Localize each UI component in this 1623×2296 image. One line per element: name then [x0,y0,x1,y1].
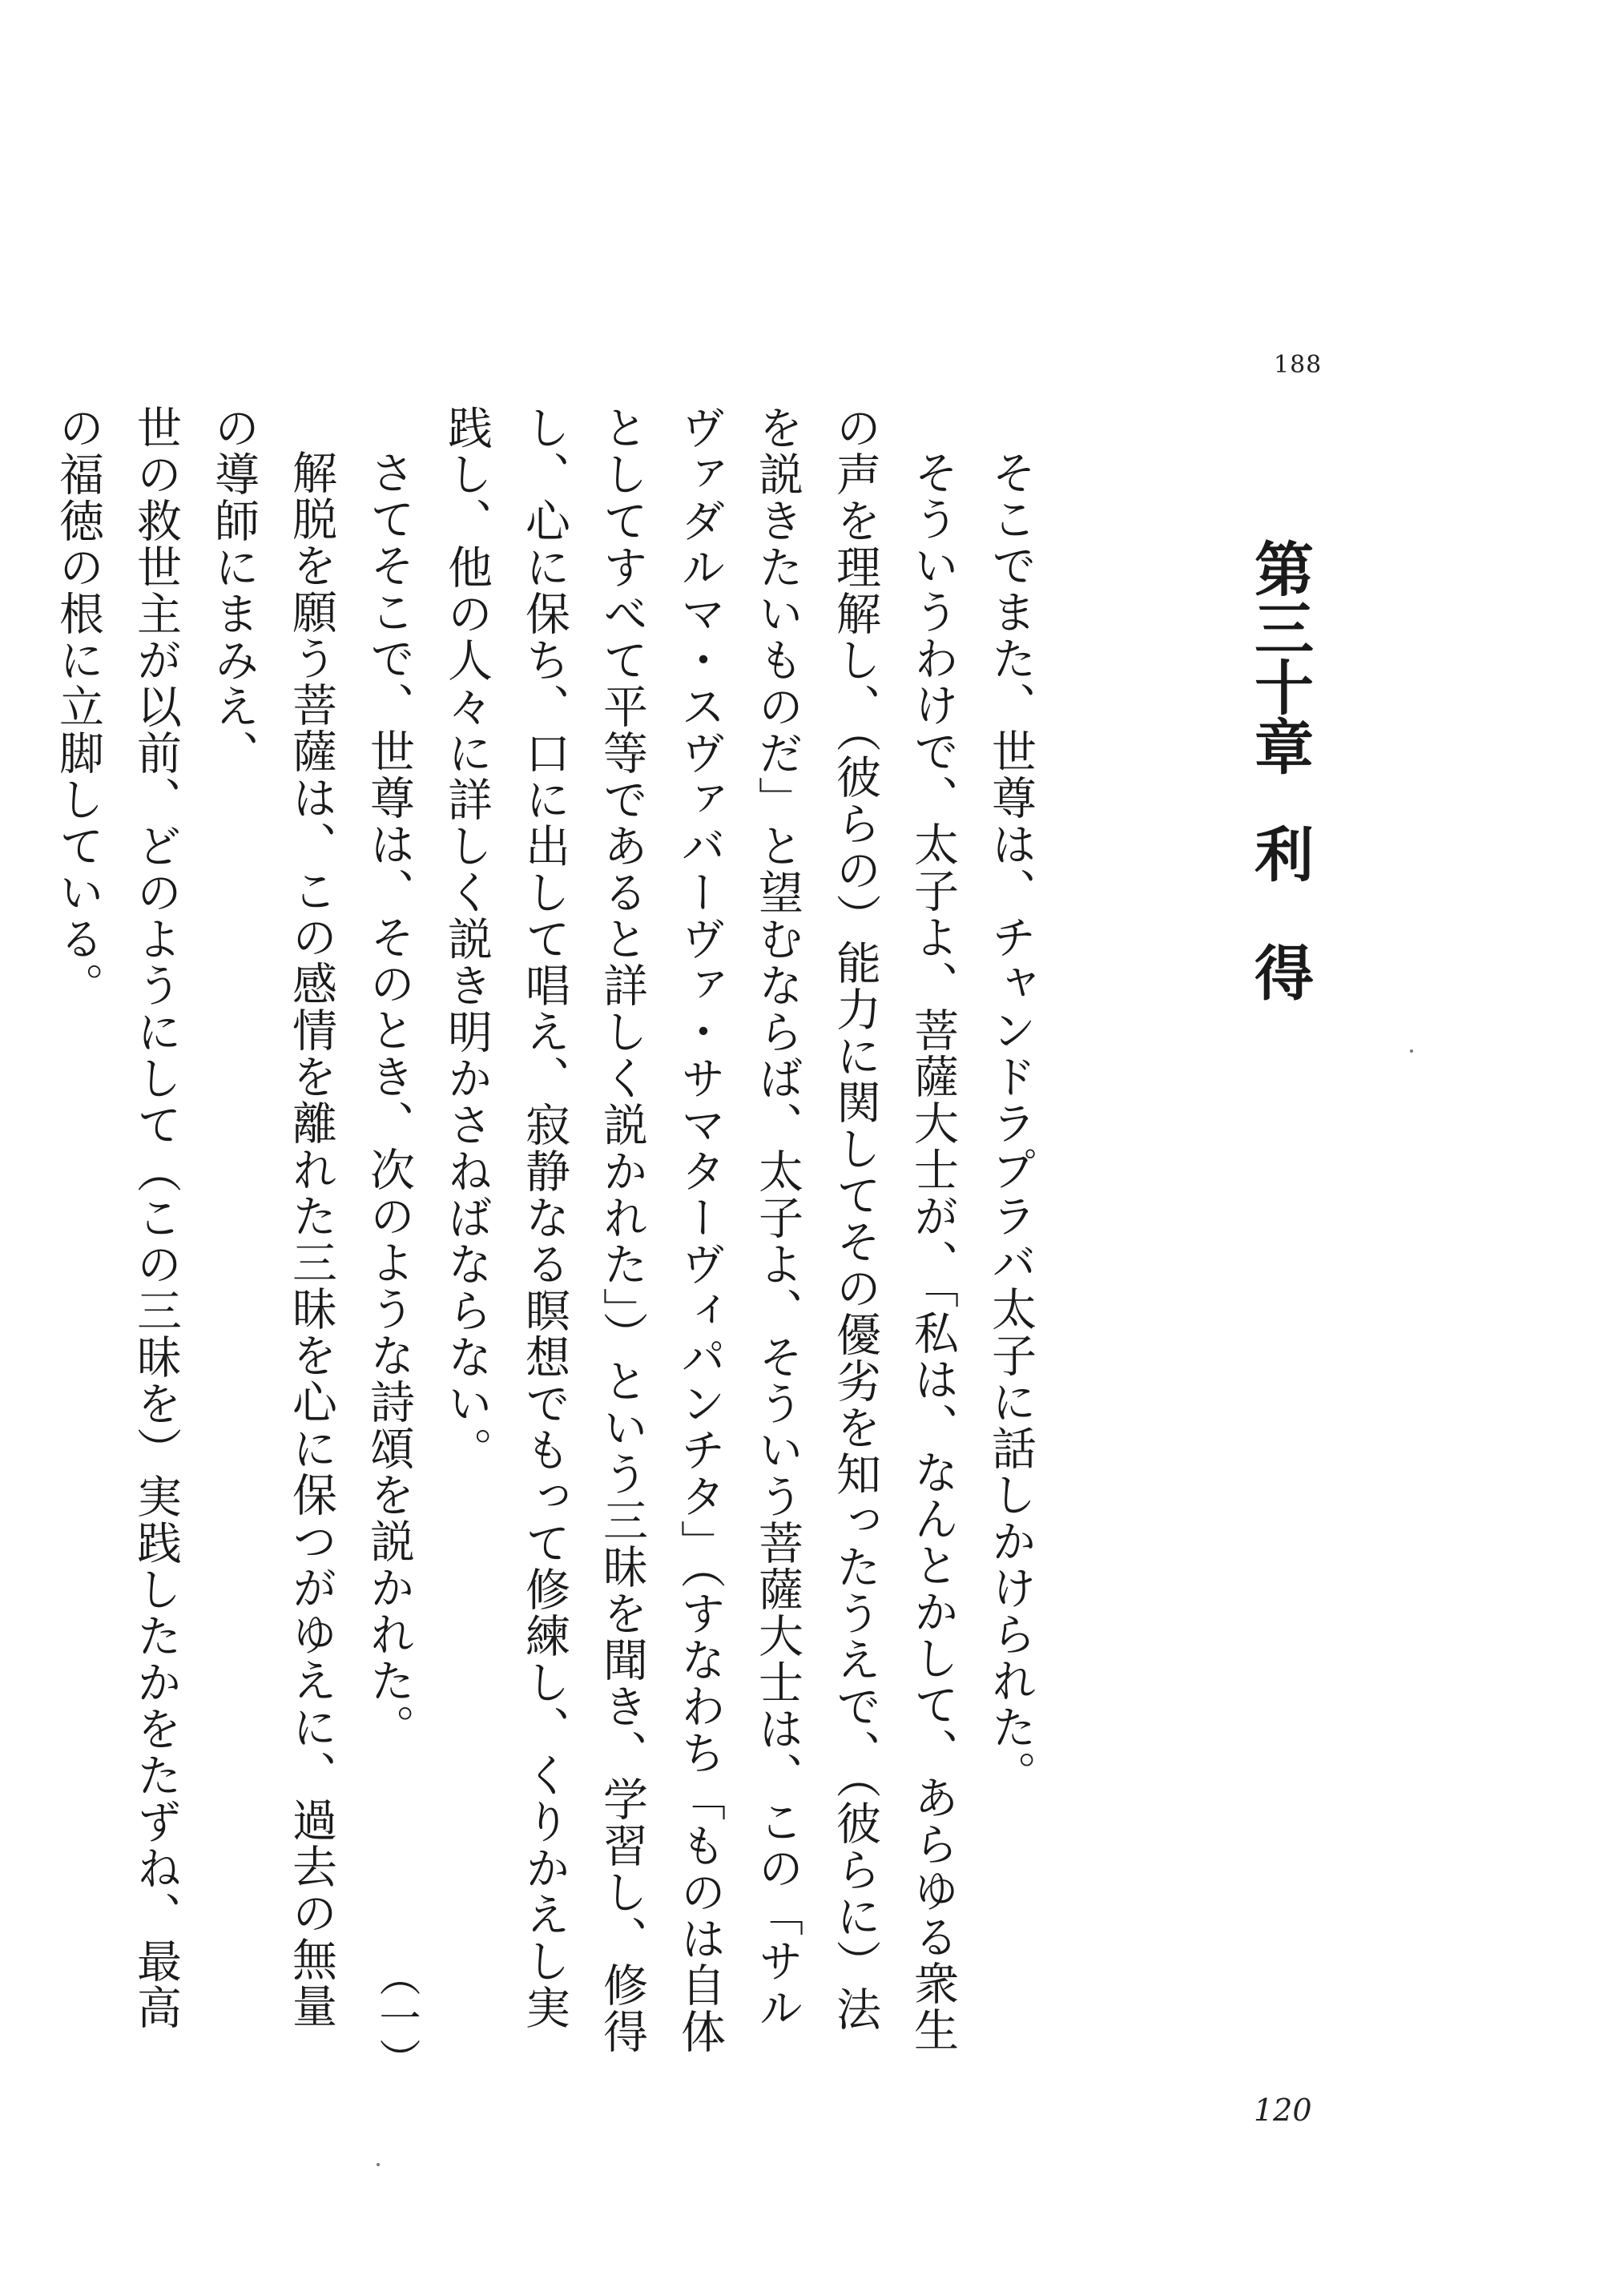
paragraph-3: さてそこで、世尊は、そのとき、次のような詩頌を説かれた。 [363,449,415,1750]
verse-line-2: 世の救世主が以前、どのようにして（この三昧を）実践したかをたずね、最高の福徳の根に立脚している。 [52,405,182,2031]
paragraph-2: そういうわけで、太子よ、菩薩大士が、「私は、なんとかして、あらゆる衆生の声を理解し、（彼らの）能力に関してその優劣を知ったうえで、（彼らに）法を説きたいものだ」と望むならば、太子よ、そういう菩薩大士は、この「サルヴァダルマ・スヴァバーヴァ・サマターヴィパンチタ」（すなわち「ものは自体としてすべて平等であると詳しく説かれた」）という三昧を聞き、学習し、修得し、心に保ち、口に出して唱え、寂静なる瞑想でもって修練し、くりかえし実践し、他の人々に詳しく説き明かさねばならない。 [441,405,959,2055]
page-number-bottom: 120 [1254,2093,1312,2128]
chapter-title: 第三十章 [1245,538,1314,775]
verse-number: （一） [372,1955,420,2080]
body-text [52,405,1049,2063]
scan-speck [1410,1049,1413,1053]
scan-speck [377,2163,380,2166]
chapter-subtitle: 利 得 [1245,824,1314,1001]
page-number-top: 188 [1274,351,1323,379]
verse-line-1: 解脱を願う菩薩は、この感情を離れた三昧を心に保つがゆえに、過去の無量の導師にまみえ、 [207,405,337,2029]
chapter-heading [1245,538,1314,1001]
paragraph-1: そこでまた、世尊は、チャンドラプラバ太子に話しかけられた。 [985,449,1037,1797]
